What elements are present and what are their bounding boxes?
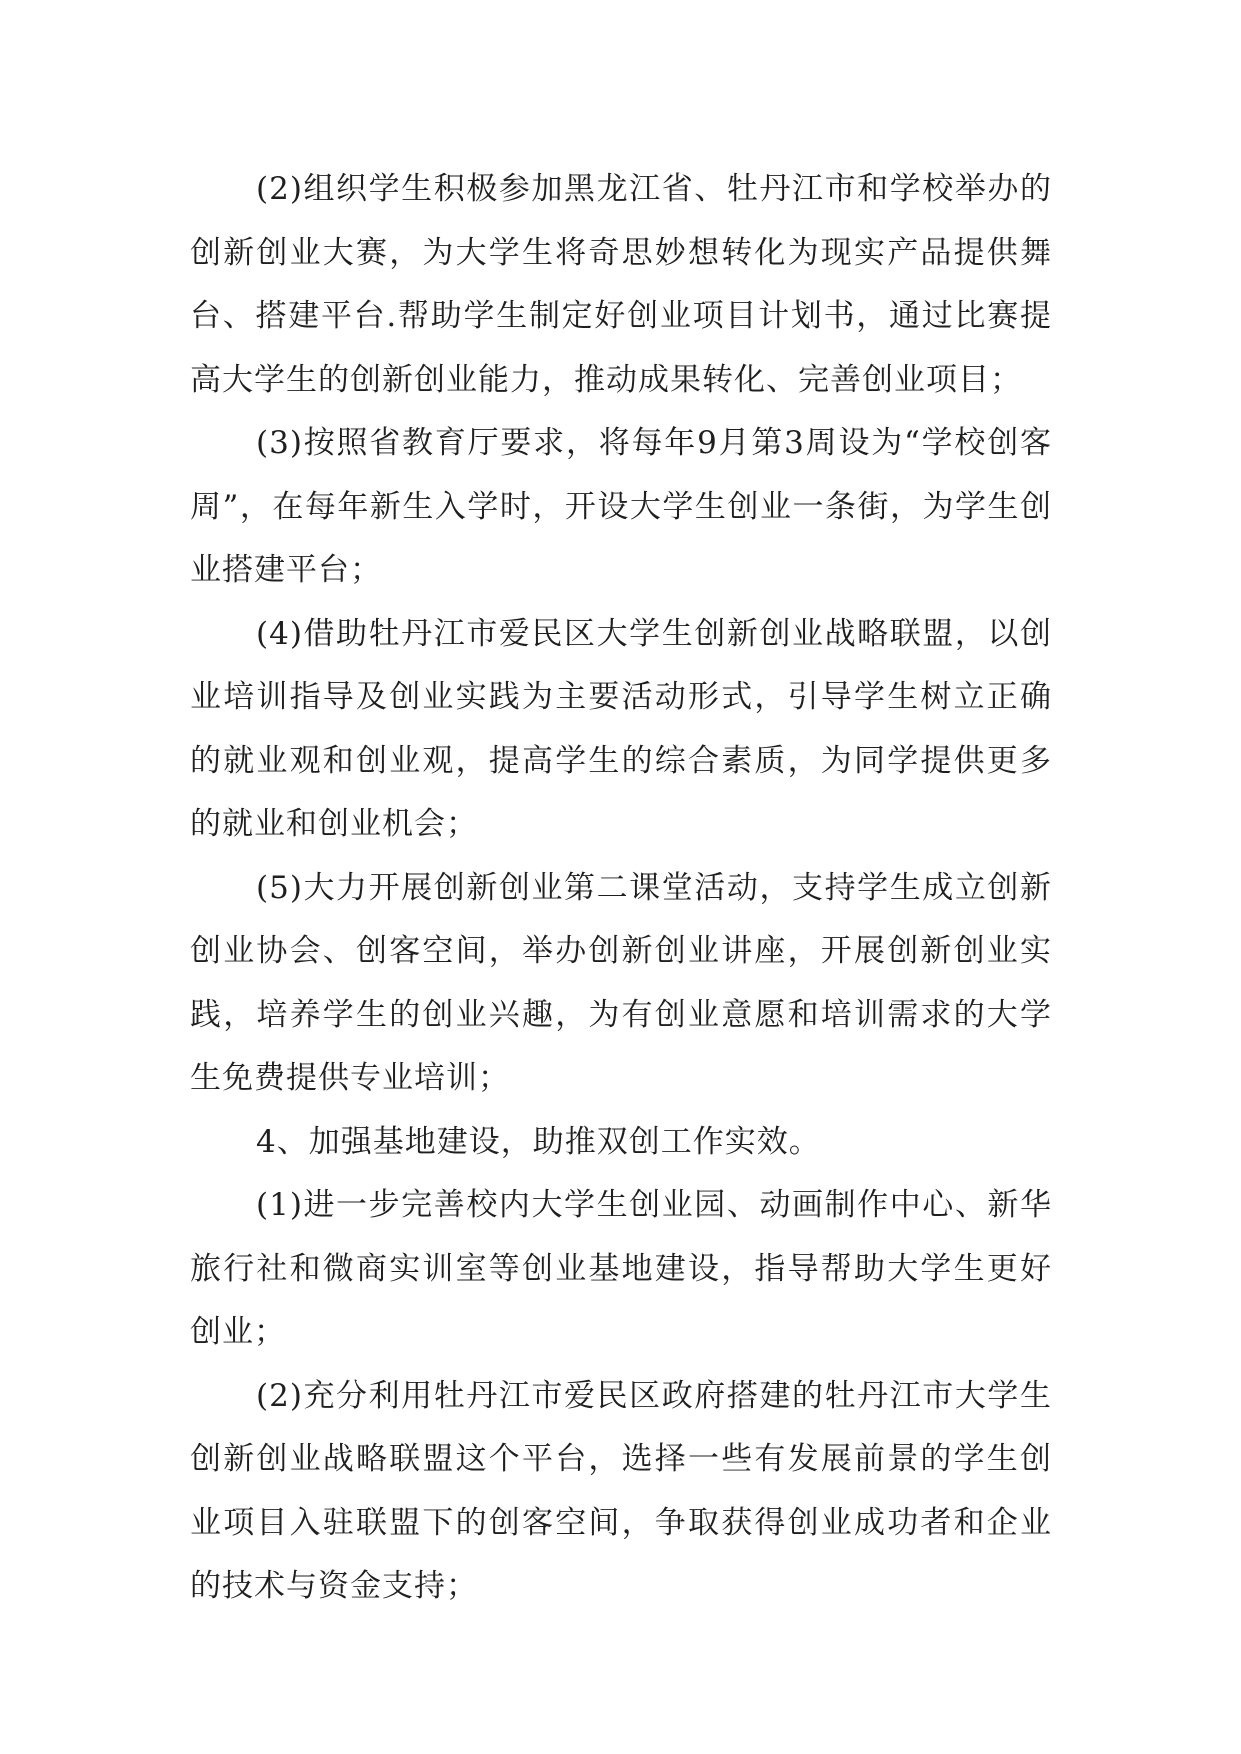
paragraph-item-3-maker-week: (3)按照省教育厅要求，将每年9月第3周设为“学校创客周”，在每年新生入学时，开设大学生创业一条街，为学生创业搭建平台； — [190, 425, 1052, 588]
paragraph-item-5-second-classroom: (5)大力开展创新创业第二课堂活动，支持学生成立创新创业协会、创客空间，举办创新创业讲座，开展创新创业实践，培养学生的创业兴趣，为有创业意愿和培训需求的大学生免费提供专业培训； — [190, 869, 1052, 1096]
paragraph-item-2-competitions: (2)组织学生积极参加黑龙江省、牡丹江市和学校举办的创新创业大赛，为大学生将奇思妙想转化为现实产品提供舞台、搭建平台.帮助学生制定好创业项目计划书，通过比赛提高大学生的创新创业能力，推动成果转化、完善创业项目； — [190, 171, 1052, 398]
paragraph-item-2-alliance-platform: (2)充分利用牡丹江市爱民区政府搭建的牡丹江市大学生创新创业战略联盟这个平台，选择一些有发展前景的学生创业项目入驻联盟下的创客空间，争取获得创业成功者和企业的技术与资金支持； — [190, 1377, 1052, 1604]
section-heading-4-base-construction: 4、加强基地建设，助推双创工作实效。 — [256, 1123, 821, 1160]
document-body — [190, 158, 1052, 1619]
paragraph-item-4-alliance: (4)借助牡丹江市爱民区大学生创新创业战略联盟，以创业培训指导及创业实践为主要活动形式，引导学生树立正确的就业观和创业观，提高学生的综合素质，为同学提供更多的就业和创业机会； — [190, 615, 1052, 842]
paragraph-item-1-campus-base: (1)进一步完善校内大学生创业园、动画制作中心、新华旅行社和微商实训室等创业基地建设，指导帮助大学生更好创业； — [190, 1187, 1052, 1350]
